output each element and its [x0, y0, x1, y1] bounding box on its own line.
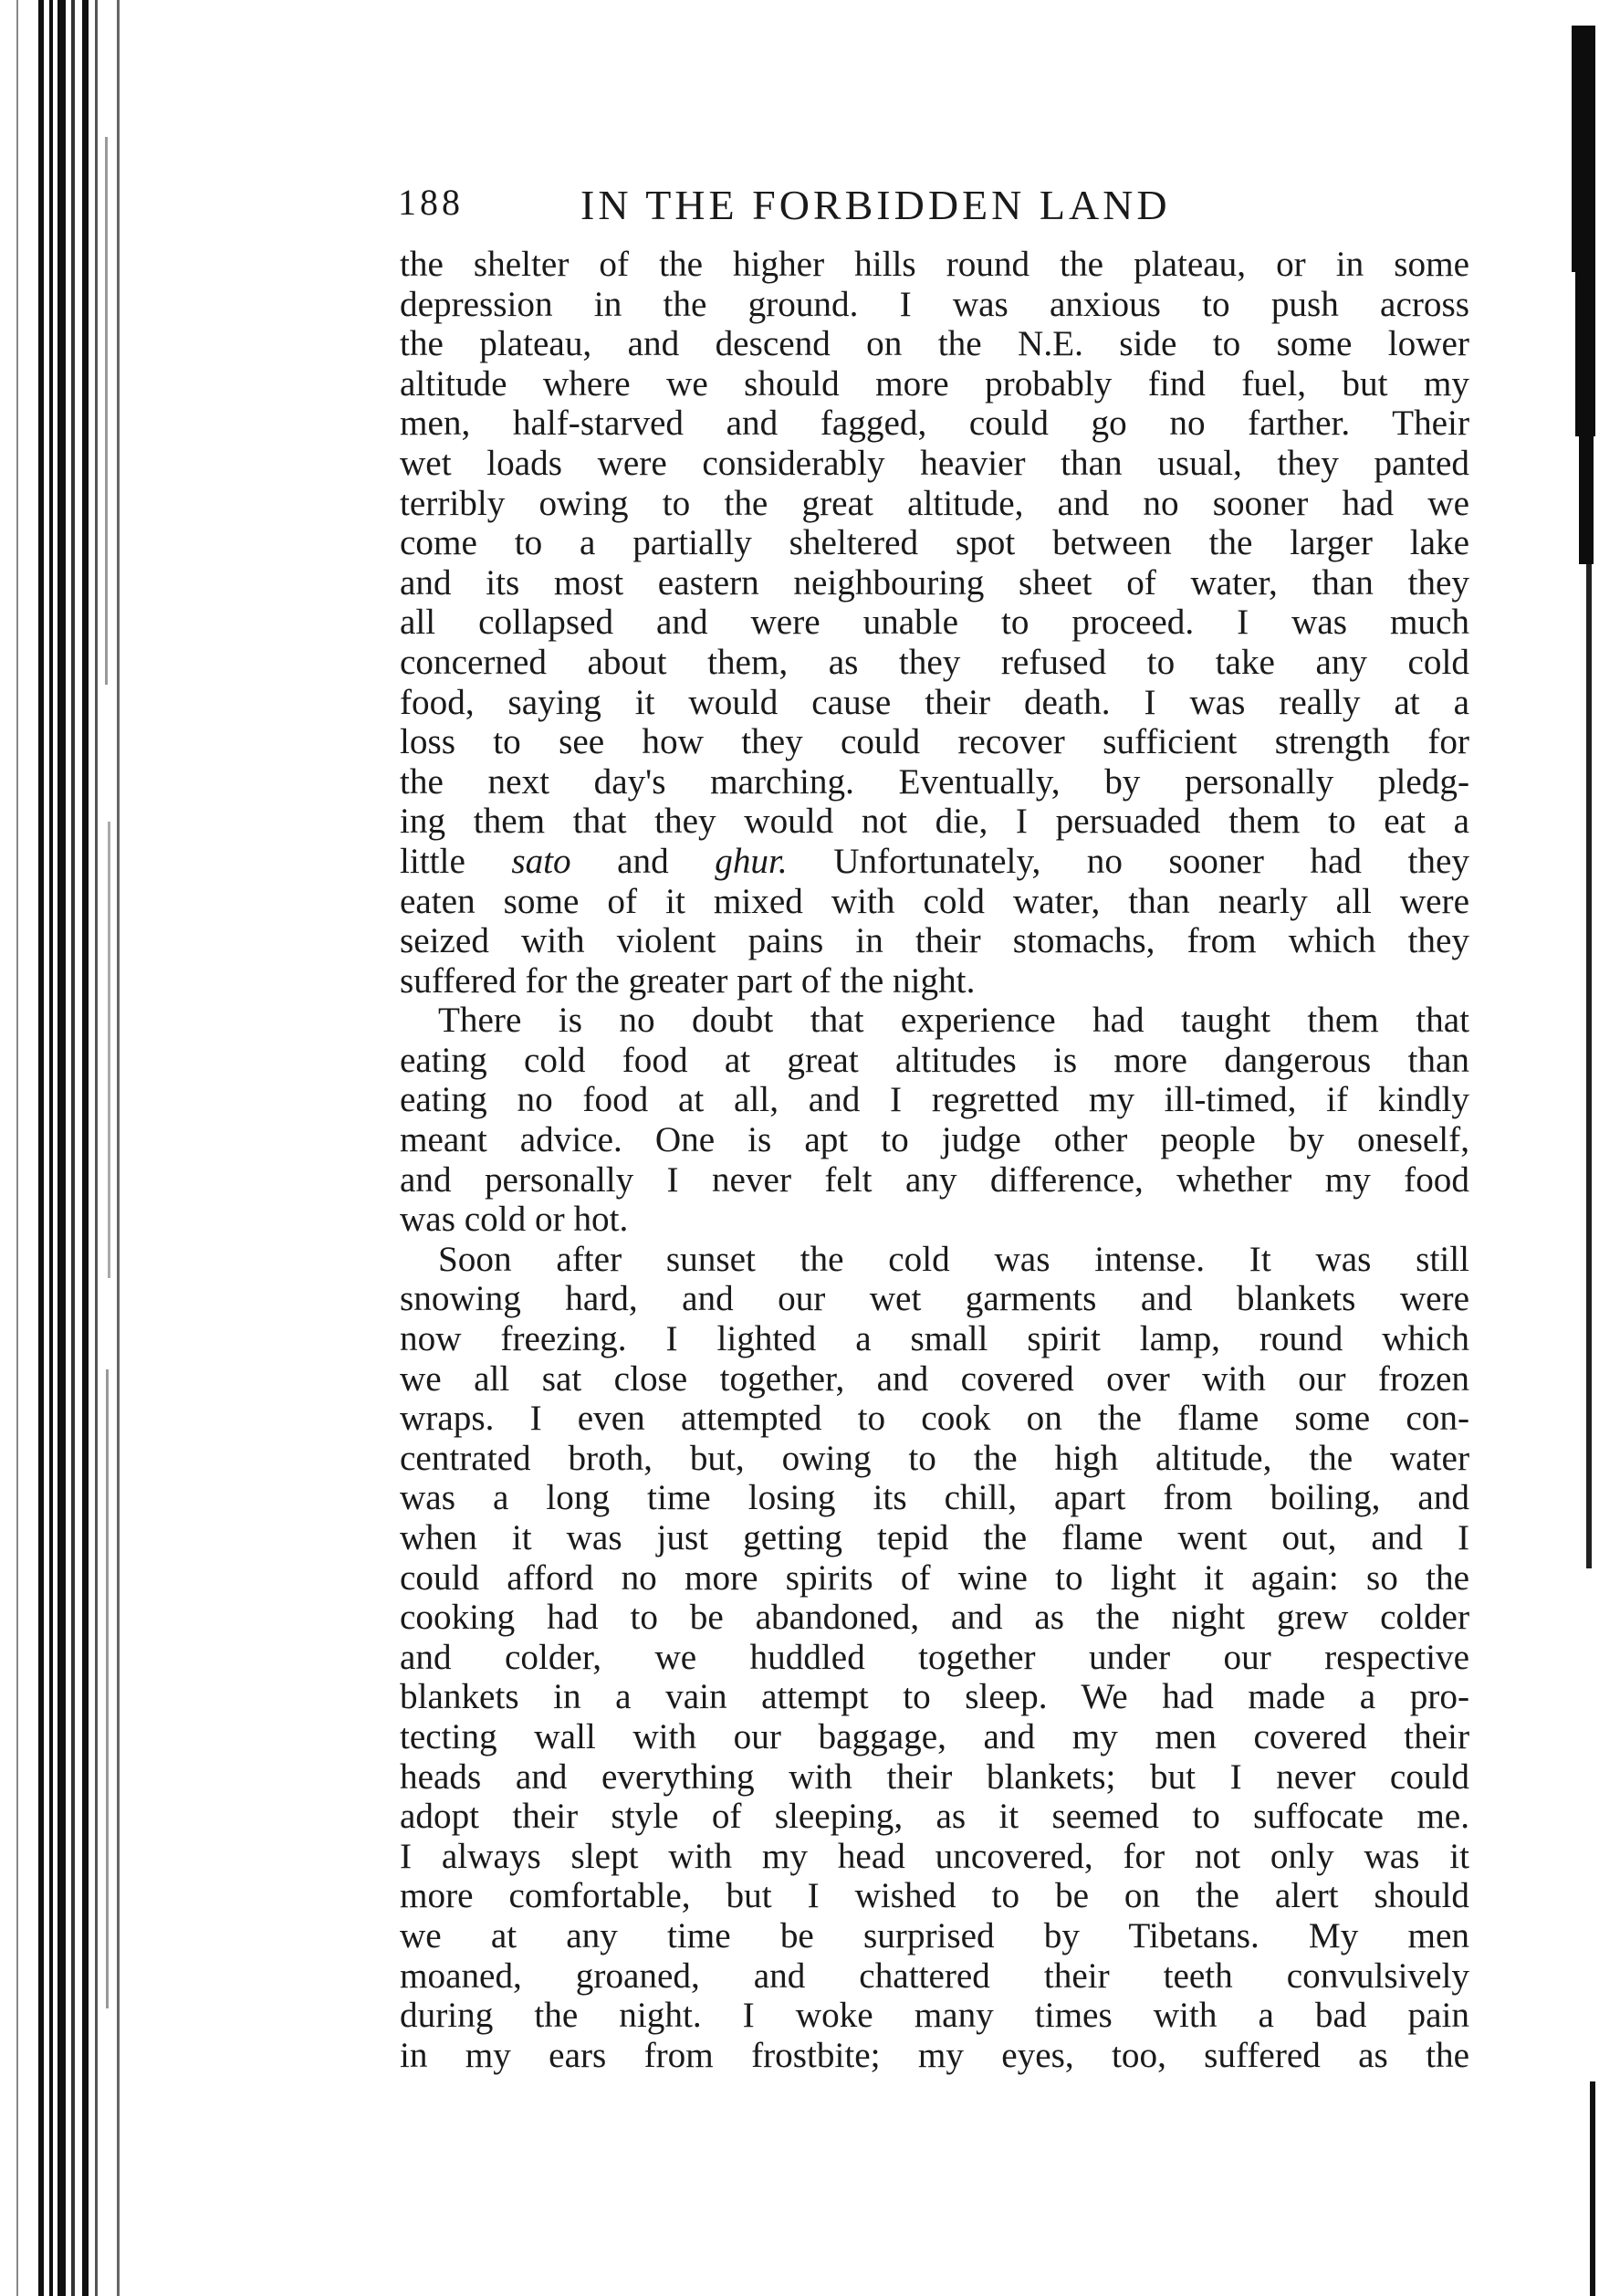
text-line: eating cold food at great altitudes is more dangerous than [400, 1040, 1469, 1080]
running-head: IN THE FORBIDDEN LAND [580, 182, 1171, 228]
paragraph-2 [400, 1001, 1469, 1240]
text-line: wraps. I even attempted to cook on the flame some con- [400, 1399, 1469, 1439]
text-line: centrated broth, but, owing to the high altitude, the water [400, 1438, 1469, 1478]
text-line: meant advice. One is apt to judge other people by oneself, [400, 1120, 1469, 1160]
text-line: was a long time losing its chill, apart from boiling, and [400, 1478, 1469, 1518]
text-line: all collapsed and were unable to proceed. I was much [400, 603, 1469, 643]
text-line: in my ears from frostbite; my eyes, too, suffered as the [400, 2035, 1469, 2075]
text-line: adopt their style of sleeping, as it seemed to suffocate me. [400, 1797, 1469, 1837]
text-line: cooking had to be abandoned, and as the night grew colder [400, 1598, 1469, 1638]
text-line: suffered for the greater part of the night. [400, 960, 976, 1001]
text-line: seized with violent pains in their stomachs, from which they [400, 921, 1469, 961]
paragraph-3 [400, 1240, 1469, 2075]
text-line: and personally I never felt any difference, whether my food [400, 1159, 1469, 1200]
text-line: the next day's marching. Eventually, by personally pledg- [400, 761, 1469, 802]
text-line: the plateau, and descend on the N.E. side to some lower [400, 324, 1469, 364]
text-line: I always slept with my head uncovered, for not only was it [400, 1836, 1469, 1876]
text-line: heads and everything with their blankets; but I never could [400, 1756, 1469, 1797]
text-line: come to a partially sheltered spot between the larger lake [400, 523, 1469, 563]
text-line: ing them that they would not die, I persuaded them to eat a [400, 802, 1469, 842]
text-line: was cold or hot. [400, 1200, 629, 1240]
text-line: food, saying it would cause their death. I was really at a [400, 682, 1469, 722]
text-line: now freezing. I lighted a small spirit lamp, round which [400, 1319, 1469, 1359]
text-line: when it was just getting tepid the flame went out, and I [400, 1518, 1469, 1557]
text-line: during the night. I woke many times with a bad pain [400, 1996, 1469, 2036]
text-fragment: and [570, 841, 716, 881]
text-line: altitude where we should more probably find fuel, but my [400, 363, 1469, 404]
text-line: terribly owing to the great altitude, and no sooner had we [400, 483, 1469, 523]
text-line: the shelter of the higher hills round the plateau, or in some [400, 245, 1469, 284]
text-line: loss to see how they could recover sufficient strength for [400, 722, 1469, 762]
text-line-italic [400, 842, 1469, 882]
text-line: we all sat close together, and covered over with our frozen [400, 1358, 1469, 1399]
text-line: more comfortable, but I wished to be on the alert should [400, 1876, 1469, 1916]
text-line: moaned, groaned, and chattered their teeth convulsively [400, 1955, 1469, 1996]
text-line: wet loads were considerably heavier than usual, they panted [400, 443, 1469, 483]
text-fragment: little [400, 841, 512, 881]
text-line: we at any time be surprised by Tibetans. My men [400, 1915, 1469, 1955]
text-line: concerned about them, as they refused to take any cold [400, 642, 1469, 682]
text-line: could afford no more spirits of wine to light it again: so the [400, 1557, 1469, 1598]
body-text [400, 245, 1469, 2075]
page-header [398, 181, 1311, 236]
text-line: and colder, we huddled together under our respective [400, 1637, 1469, 1677]
italic-word-sato: sato [511, 841, 571, 881]
text-line: snowing hard, and our wet garments and blankets were [400, 1279, 1469, 1319]
text-line: blankets in a vain attempt to sleep. We had made a pro- [400, 1677, 1469, 1717]
italic-word-ghur: ghur. [715, 841, 788, 881]
text-line: depression in the ground. I was anxious to push across [400, 284, 1469, 324]
text-line: men, half-starved and fagged, could go no farther. Their [400, 404, 1469, 444]
text-line: eaten some of it mixed with cold water, than nearly all were [400, 881, 1469, 921]
paragraph-1 [400, 245, 1469, 1001]
text-line: There is no doubt that experience had taught them that [438, 1001, 1469, 1041]
text-line: eating no food at all, and I regretted my ill-timed, if kindly [400, 1080, 1469, 1120]
text-line: Soon after sunset the cold was intense. It was still [438, 1239, 1469, 1279]
text-fragment: Unfortunately, no sooner had they [787, 841, 1469, 881]
text-line: tecting wall with our baggage, and my men covered their [400, 1716, 1469, 1756]
binding-edge [0, 0, 146, 2296]
text-line: and its most eastern neighbouring sheet of water, than they [400, 562, 1469, 603]
page-number: 188 [398, 182, 464, 223]
